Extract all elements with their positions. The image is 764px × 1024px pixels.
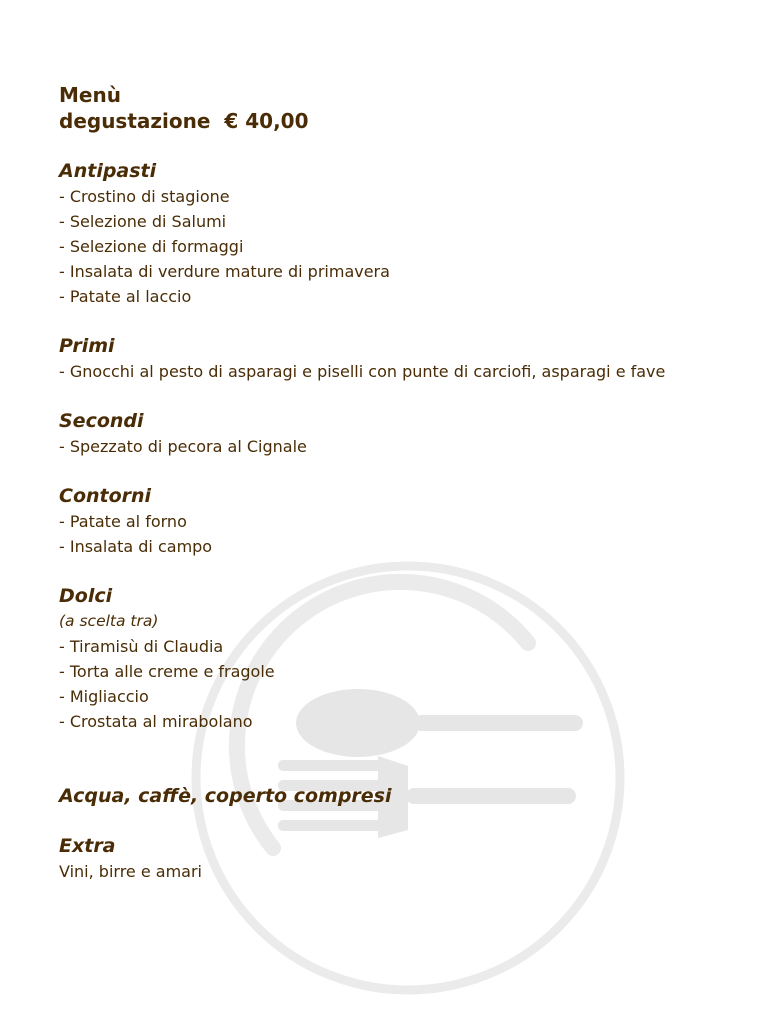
section-heading-extra: Extra xyxy=(59,835,116,857)
section-antipasti xyxy=(59,159,729,309)
menu-item: - Patate al forno xyxy=(59,512,187,531)
section-secondi xyxy=(59,409,729,459)
section-heading-primi: Primi xyxy=(59,335,115,357)
menu-title-price: degustazione € 40,00 xyxy=(59,109,309,133)
menu-item: - Patate al laccio xyxy=(59,287,192,306)
menu-item: Vini, birre e amari xyxy=(59,862,202,881)
menu-item: - Selezione di formaggi xyxy=(59,237,244,256)
section-note-dolci: (a scelta tra) xyxy=(59,612,159,630)
section-contorni xyxy=(59,484,729,559)
menu-item: - Crostino di stagione xyxy=(59,187,230,206)
menu-item: - Migliaccio xyxy=(59,687,149,706)
menu-document xyxy=(59,82,729,884)
section-extra xyxy=(59,834,729,884)
section-included xyxy=(59,784,729,809)
section-heading-antipasti: Antipasti xyxy=(59,160,157,182)
menu-item: - Tiramisù di Claudia xyxy=(59,637,224,656)
menu-item: - Spezzato di pecora al Cignale xyxy=(59,437,307,456)
section-heading-secondi: Secondi xyxy=(59,410,144,432)
menu-item: - Crostata al mirabolano xyxy=(59,712,253,731)
menu-item: - Gnocchi al pesto di asparagi e piselli con punte di carciofi, asparagi e fave xyxy=(59,362,666,381)
section-heading-contorni: Contorni xyxy=(59,485,152,507)
menu-item: - Selezione di Salumi xyxy=(59,212,227,231)
included-heading: Acqua, caffè, coperto compresi xyxy=(59,785,392,807)
section-heading-dolci: Dolci xyxy=(59,585,113,607)
menu-item: - Insalata di campo xyxy=(59,537,213,556)
section-dolci xyxy=(59,584,729,734)
menu-title: Menù xyxy=(59,83,121,107)
menu-item: - Insalata di verdure mature di primavera xyxy=(59,262,390,281)
menu-item: - Torta alle creme e fragole xyxy=(59,662,275,681)
section-primi xyxy=(59,334,729,384)
